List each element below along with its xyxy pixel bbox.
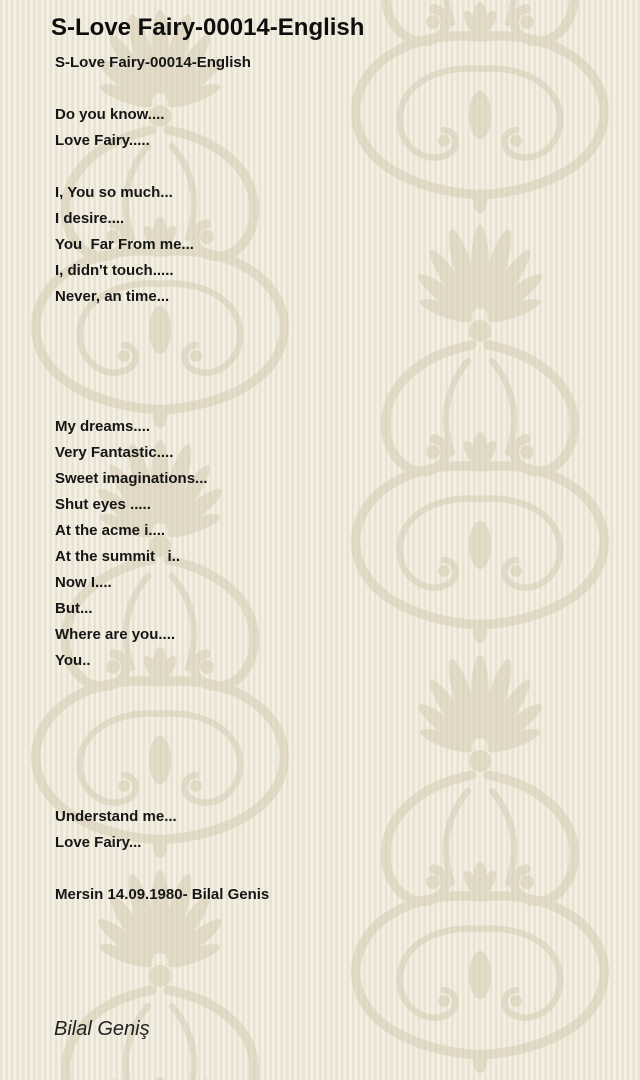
- poem-line: I, didn't touch.....: [55, 262, 174, 279]
- poem-line: Do you know....: [55, 106, 165, 123]
- poem-line: [55, 336, 269, 362]
- poem-line: I, You so much...: [55, 184, 173, 201]
- poem-line: [55, 310, 269, 336]
- poem-line: Now I....: [55, 574, 112, 591]
- poem-line: You..: [55, 652, 91, 669]
- poem-line: [55, 726, 269, 752]
- poem-line: Shut eyes .....: [55, 496, 151, 513]
- poem-line: [55, 388, 269, 414]
- poem-line: [55, 362, 269, 388]
- poem-line: Love Fairy.....: [55, 132, 150, 149]
- poem-line: Sweet imaginations...: [55, 470, 208, 487]
- poem-line: I desire....: [55, 210, 125, 227]
- poem-line: Understand me...: [55, 808, 177, 825]
- poem-line: [55, 752, 269, 778]
- poem-line: At the summit i..: [55, 548, 181, 565]
- poem-line: Love Fairy...: [55, 834, 142, 851]
- poem-line: Mersin 14.09.1980- Bilal Genis: [55, 886, 270, 903]
- poem-line: At the acme i....: [55, 522, 166, 539]
- poem-line: But...: [55, 600, 93, 617]
- poem-line: [55, 674, 269, 700]
- poem-title: S-Love Fairy-00014-English: [51, 14, 365, 41]
- poem-body: [55, 102, 269, 908]
- poem-line: [55, 154, 269, 180]
- poem-line: Never, an time...: [55, 288, 170, 305]
- author-signature: Bilal Geniş: [54, 1018, 150, 1040]
- poem-line: My dreams....: [55, 418, 151, 435]
- poem-line: [55, 778, 269, 804]
- poem-line: [55, 856, 269, 882]
- poem-line: Where are you....: [55, 626, 176, 643]
- poem-line: Very Fantastic....: [55, 444, 174, 461]
- poem-line: You Far From me...: [55, 236, 194, 253]
- poem-subtitle: S-Love Fairy-00014-English: [55, 54, 251, 71]
- poem-line: [55, 700, 269, 726]
